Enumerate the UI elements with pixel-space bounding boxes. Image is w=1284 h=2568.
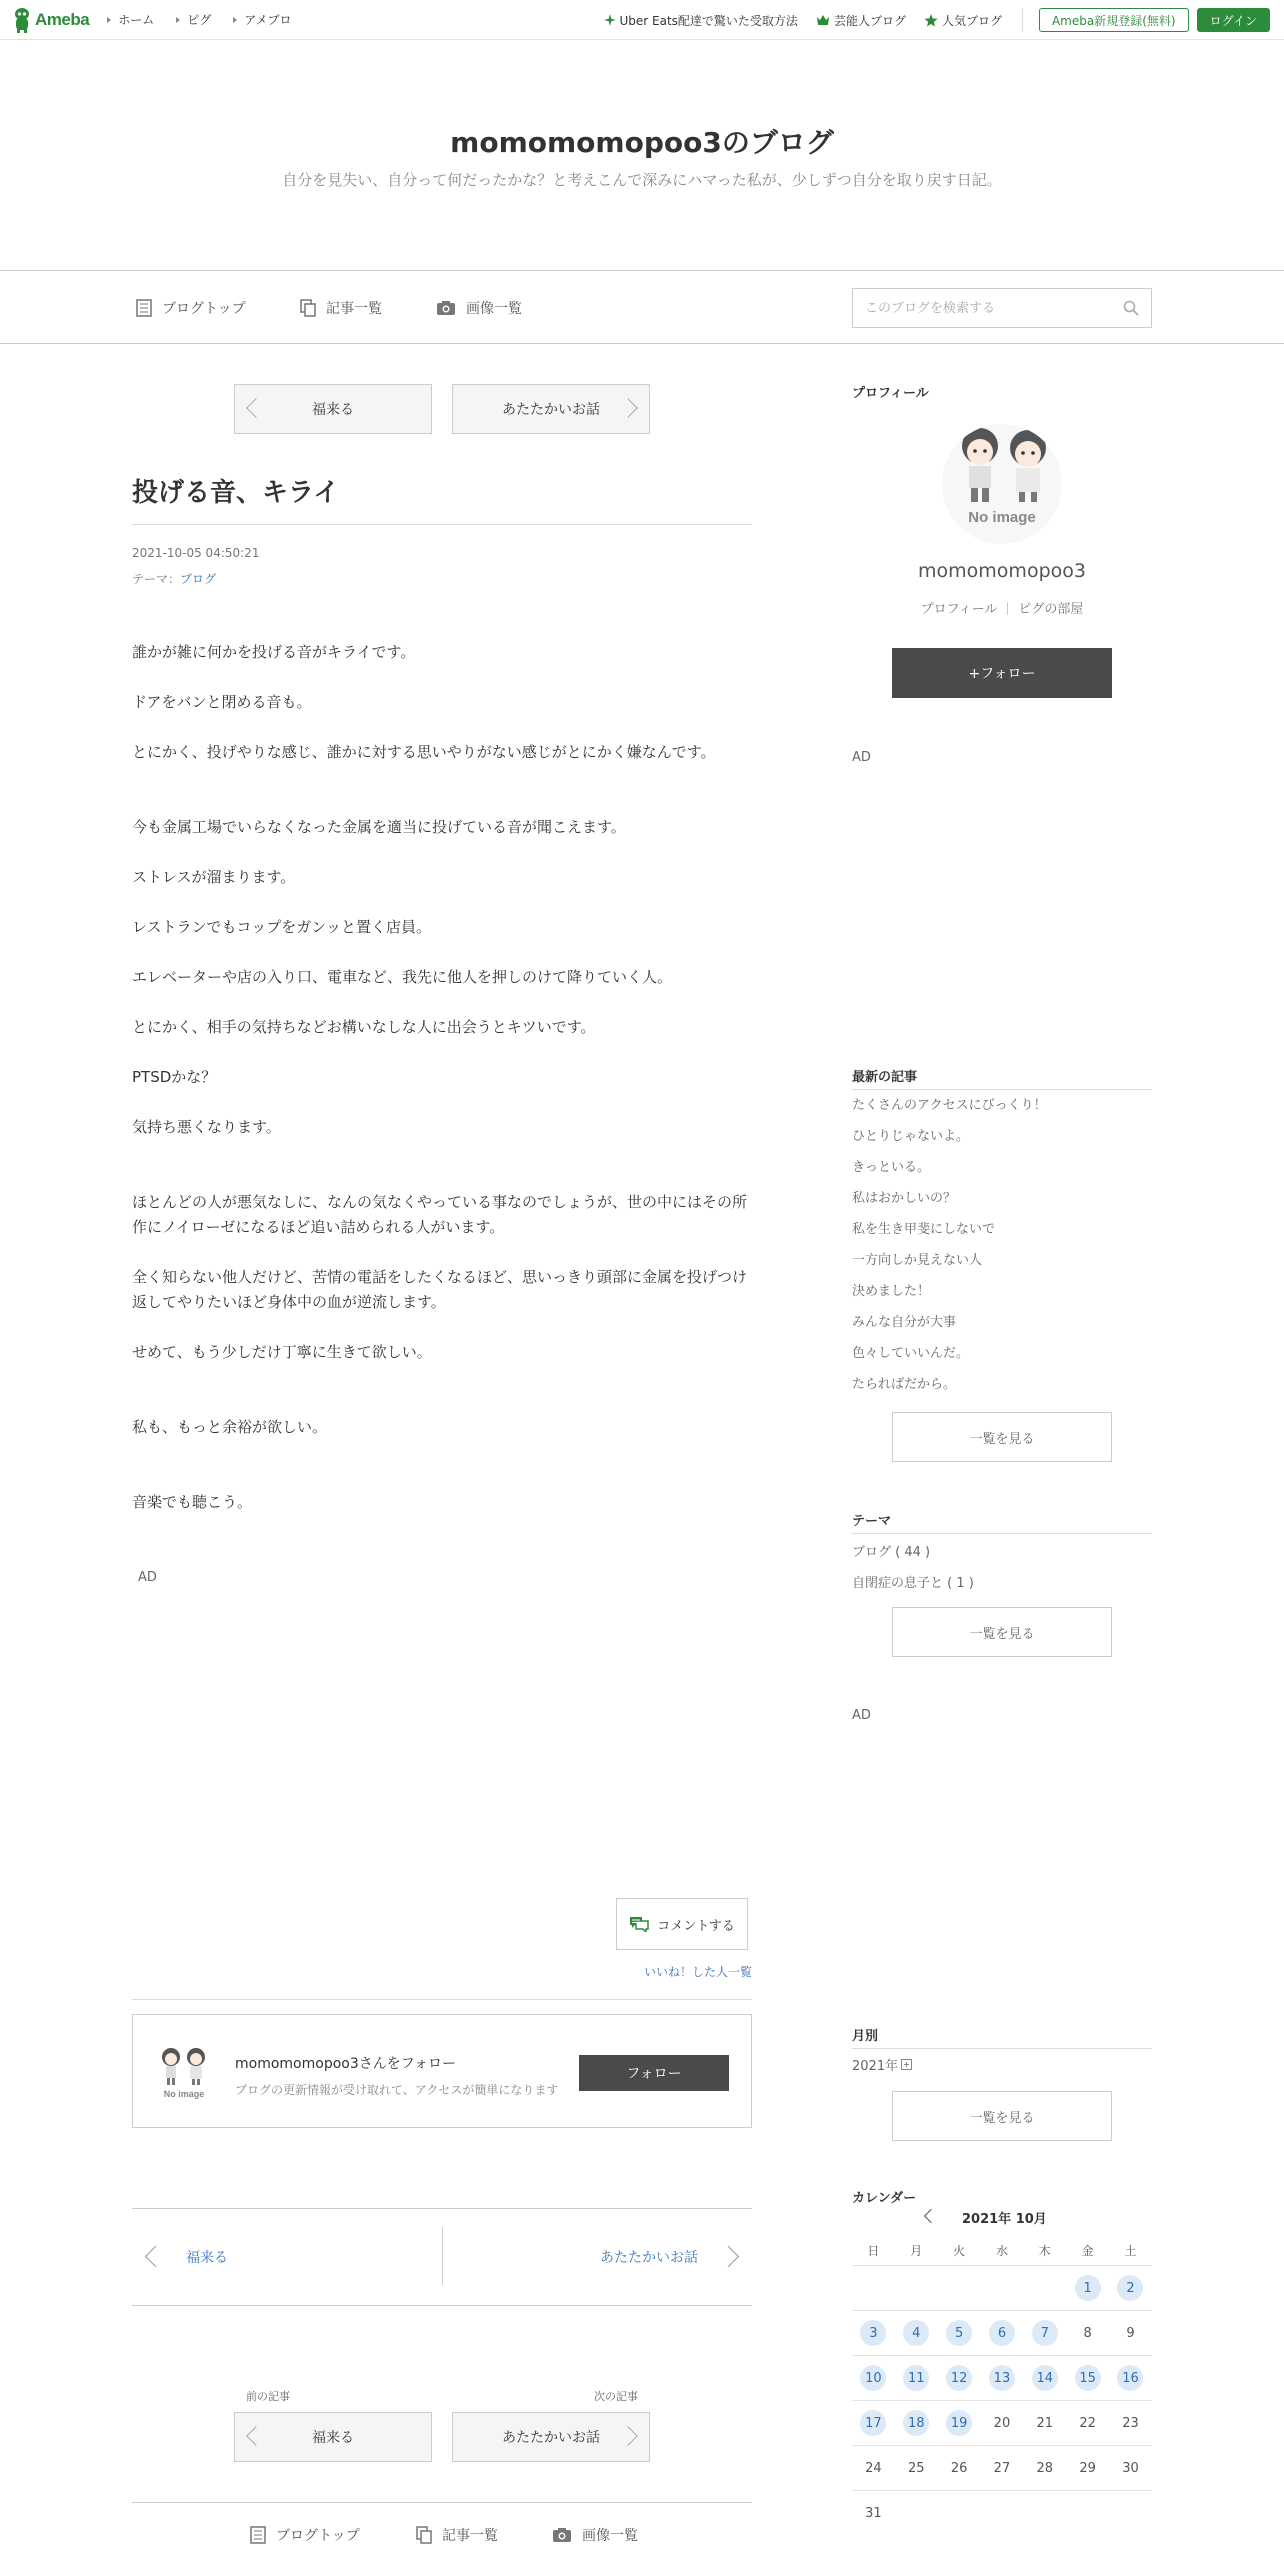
calendar-day-number: 21 — [1036, 2415, 1054, 2431]
calendar-day — [895, 2446, 938, 2490]
recent-heading: 最新の記事 — [852, 1070, 918, 1085]
calendar-day — [938, 2491, 981, 2536]
theme-link[interactable]: ブログ ( 44 ) — [852, 1545, 931, 1560]
prev-entry-title: 福来る — [312, 402, 354, 418]
calendar-day-number: 17 — [860, 2410, 886, 2436]
recent-entry-link[interactable]: 決めました！ — [852, 1284, 931, 1299]
calendar-day-number: 11 — [903, 2365, 929, 2391]
entry-list-link[interactable] — [300, 298, 382, 318]
prev-caption: 前の記事 — [246, 2390, 290, 2403]
image-list-link[interactable] — [436, 298, 522, 318]
weekday: 木 — [1038, 2244, 1051, 2258]
pigg-room-link[interactable]: ピグの部屋 — [1018, 602, 1084, 617]
sidebar-ad-label: AD — [852, 750, 871, 765]
calendar-day-number: 31 — [865, 2506, 882, 2521]
weekday: 火 — [953, 2244, 966, 2258]
calendar-day[interactable] — [895, 2311, 938, 2355]
weekday: 土 — [1124, 2244, 1137, 2258]
sidebar-ad-label-2: AD — [852, 1708, 871, 1723]
no-image-avatar-icon — [155, 2043, 213, 2101]
calendar-day-number: 7 — [1032, 2320, 1058, 2346]
chevron-right-icon — [618, 2426, 638, 2446]
calendar-week — [852, 2446, 1152, 2491]
popular-blog-link[interactable] — [924, 12, 1002, 29]
calendar-day[interactable] — [938, 2401, 981, 2445]
next-entry-title: あたたかいお話 — [502, 402, 600, 418]
calendar-day-number: 22 — [1079, 2415, 1096, 2431]
copy-icon — [300, 299, 316, 317]
follow-card — [132, 2014, 752, 2128]
search-icon[interactable] — [1123, 300, 1139, 316]
divider — [852, 1089, 1152, 1090]
calendar-day — [895, 2266, 938, 2310]
calendar-day — [1109, 2311, 1152, 2355]
recent-entry-link[interactable]: みんな自分が大事 — [852, 1315, 957, 1330]
footer-image-list-label: 画像一覧 — [582, 2528, 638, 2544]
login-button[interactable]: ログイン — [1197, 8, 1270, 32]
nav-pigg-label: ピグ — [187, 13, 212, 27]
divider — [852, 1533, 1152, 1534]
paragraph: せめて、もう少しだけ丁寧に生きて欲しい。 — [132, 1343, 432, 1361]
camera-icon — [436, 300, 456, 316]
chevron-left-icon — [246, 398, 266, 418]
blog-top-label: ブログトップ — [162, 301, 246, 317]
chevron-left-icon — [145, 2246, 166, 2267]
divider — [442, 2227, 443, 2285]
article-ad-label: AD — [138, 1570, 157, 1585]
camera-icon — [552, 2527, 572, 2543]
calendar-day-number: 15 — [1075, 2365, 1101, 2391]
calendar-day-number: 19 — [946, 2410, 972, 2436]
paragraph: 気持ち悪くなります。 — [132, 1118, 281, 1136]
article-theme — [132, 570, 216, 587]
calendar-day — [1066, 2446, 1109, 2490]
divider — [132, 1999, 752, 2000]
uber-eats-label: Uber Eats配達で驚いた受取方法 — [619, 13, 798, 28]
calendar-day — [981, 2446, 1024, 2490]
blog-search — [852, 288, 1152, 328]
calendar-day — [1066, 2491, 1109, 2536]
divider — [852, 2048, 1152, 2049]
calendar-day — [1066, 2311, 1109, 2355]
calendar-week — [852, 2491, 1152, 2536]
blog-nav — [0, 270, 1284, 344]
calendar-weeks — [852, 2266, 1152, 2536]
next-entry-button-bottom[interactable] — [452, 2412, 650, 2462]
comment-label: コメントする — [657, 1918, 735, 1934]
calendar-day — [981, 2401, 1024, 2445]
crown-icon — [816, 14, 830, 26]
calendar-day-number: 23 — [1122, 2415, 1139, 2431]
calendar-day-number: 28 — [1036, 2460, 1054, 2476]
month-item[interactable] — [852, 2055, 912, 2074]
comment-icon — [629, 1916, 649, 1932]
calendar-day-number: 8 — [1083, 2325, 1092, 2341]
calendar-day[interactable] — [1066, 2266, 1109, 2310]
calendar-day-number: 5 — [946, 2320, 972, 2346]
calendar-day — [1023, 2491, 1066, 2536]
ameba-logo-icon — [12, 6, 32, 34]
recent-more-button[interactable]: 一覧を見る — [892, 1412, 1112, 1462]
calendar-day[interactable] — [981, 2311, 1024, 2355]
follow-button[interactable]: フォロー — [579, 2055, 729, 2091]
paragraph: 誰かが雑に何かを投げる音がキライです。 — [132, 643, 416, 661]
title-divider — [132, 524, 752, 525]
recent-entry-link[interactable]: 色々していいんだ。 — [852, 1346, 970, 1361]
paragraph: 全く知らない他人だけど、苦情の電話をしたくなるほど、思いっきり頭部に金属を投げつけ返してやりたいほど身体中の血が逆流します。 — [132, 1268, 748, 1311]
calendar-day[interactable] — [981, 2356, 1024, 2400]
calendar-day-number: 16 — [1117, 2365, 1143, 2391]
blog-top-link[interactable] — [136, 298, 246, 318]
calendar-day-number: 9 — [1126, 2325, 1135, 2341]
image-list-label: 画像一覧 — [466, 301, 522, 317]
calendar-day-number: 1 — [1075, 2275, 1101, 2301]
calendar-day — [1109, 2401, 1152, 2445]
calendar-day-number: 30 — [1122, 2460, 1139, 2476]
copy-icon — [416, 2526, 432, 2544]
calendar-day-number: 25 — [907, 2460, 925, 2476]
profile-link[interactable]: プロフィール — [920, 602, 998, 617]
footer-entry-list-label: 記事一覧 — [442, 2528, 498, 2544]
paragraph: 私も、もっと余裕が欲しい。 — [132, 1418, 328, 1436]
chevron-left-icon — [246, 2426, 266, 2446]
register-button[interactable]: Ameba新規登録(無料) — [1039, 8, 1189, 32]
calendar-day-number: 18 — [903, 2410, 929, 2436]
calendar-day-number: 20 — [993, 2415, 1011, 2431]
calendar-day[interactable] — [852, 2311, 895, 2355]
paragraph: ドアをバンと閉める音も。 — [132, 693, 312, 711]
calendar-day-number: 13 — [989, 2365, 1015, 2391]
ameba-logo[interactable] — [12, 6, 89, 34]
no-image-text: No image — [968, 509, 1036, 526]
calendar-day — [895, 2491, 938, 2536]
calendar-day-number: 2 — [1117, 2275, 1143, 2301]
calendar-day — [1109, 2446, 1152, 2490]
popular-blog-label: 人気ブログ — [941, 13, 1002, 28]
calendar-day-number: 6 — [989, 2320, 1015, 2346]
article-date: 2021-10-05 04:50:21 — [132, 546, 260, 560]
recent-entry-link[interactable]: きっといる。 — [852, 1160, 931, 1175]
calendar-day[interactable] — [852, 2401, 895, 2445]
follow-card-title: momomomopoo3さんをフォロー — [235, 2056, 457, 2072]
monthly-more-button[interactable]: 一覧を見る — [892, 2091, 1112, 2141]
calendar-day — [1109, 2491, 1152, 2536]
weekday: 月 — [910, 2244, 923, 2258]
calendar-week — [852, 2311, 1152, 2356]
calendar-day — [1023, 2266, 1066, 2310]
footer-image-list-link[interactable] — [552, 2525, 638, 2545]
profile-name: momomomopoo3 — [918, 560, 1086, 582]
profile-avatar[interactable] — [942, 424, 1062, 544]
logo-text: Ameba — [35, 9, 90, 29]
paragraph: 今も金属工場でいらなくなった金属を適当に投げている音が聞こえます。 — [132, 818, 626, 836]
calendar-week — [852, 2356, 1152, 2401]
theme-label: テーマ： — [132, 572, 181, 586]
calendar-day[interactable] — [895, 2356, 938, 2400]
star-icon — [924, 14, 938, 27]
no-image-text: No image — [163, 2089, 205, 2099]
calendar-month: 2021年 10月 — [962, 2212, 1047, 2227]
expand-icon[interactable] — [901, 2059, 912, 2070]
calendar-day — [852, 2491, 895, 2536]
blog-header — [0, 41, 1284, 270]
calendar-day — [938, 2266, 981, 2310]
footer-nav — [132, 2502, 752, 2568]
paragraph: エレベーターや店の入り口、電車など、我先に他人を押しのけて降りていく人。 — [132, 968, 673, 986]
no-image-avatar-icon — [942, 424, 1062, 544]
recent-entry-link[interactable]: 私を生き甲斐にしないで — [852, 1222, 996, 1237]
nav-pigg[interactable] — [176, 11, 211, 28]
arrow-icon — [107, 17, 111, 23]
arrow-icon — [176, 17, 180, 23]
paragraph: とにかく、相手の気持ちなどお構いなしな人に出会うとキツいです。 — [132, 1018, 596, 1036]
next-entry-title: あたたかいお話 — [502, 2430, 600, 2446]
chevron-left-icon[interactable] — [924, 2209, 938, 2223]
calendar-day — [1023, 2446, 1066, 2490]
global-nav — [107, 11, 313, 28]
theme-link[interactable]: ブログ — [180, 572, 217, 586]
theme-heading: テーマ — [852, 1514, 892, 1529]
article-title: 投げる音、キライ — [132, 478, 340, 508]
calendar-day-number: 14 — [1032, 2365, 1058, 2391]
calendar-day — [981, 2491, 1024, 2536]
prev-next-nav — [132, 2208, 752, 2306]
calendar-day — [1066, 2401, 1109, 2445]
calendar-day[interactable] — [1109, 2356, 1152, 2400]
calendar-day — [981, 2266, 1024, 2310]
recent-entry-link[interactable]: たくさんのアクセスにびっくり！ — [852, 1098, 1047, 1113]
prev-entry-button-top[interactable] — [234, 384, 432, 434]
blog-search-input[interactable] — [853, 289, 1103, 327]
blog-title[interactable]: momomomopoo3のブログ — [450, 126, 834, 159]
entry-list-label: 記事一覧 — [326, 301, 382, 317]
footer-blog-top-label: ブログトップ — [276, 2528, 360, 2544]
paragraph: PTSDかな？ — [132, 1068, 217, 1086]
calendar-day-number: 24 — [865, 2460, 882, 2476]
weekday: 日 — [867, 2244, 880, 2258]
recent-entry-link[interactable]: 一方向しか見えない人 — [852, 1253, 983, 1268]
calendar-day — [852, 2446, 895, 2490]
profile-links — [852, 598, 1152, 617]
footer-blog-top-link[interactable] — [250, 2525, 360, 2545]
calendar-week — [852, 2401, 1152, 2446]
divider — [1022, 8, 1023, 32]
calendar-heading: カレンダー — [852, 2191, 917, 2206]
nav-ameblo[interactable] — [233, 11, 291, 28]
footer-entry-list-link[interactable] — [416, 2525, 498, 2545]
calendar-day-number: 12 — [946, 2365, 972, 2391]
calendar-day-number: 10 — [860, 2365, 886, 2391]
month-label: 2021年 — [852, 2059, 899, 2074]
theme-link[interactable]: 自閉症の息子と ( 1 ) — [852, 1576, 974, 1591]
calendar-day — [852, 2266, 895, 2310]
celebrity-blog-label: 芸能人ブログ — [833, 13, 906, 28]
paragraph: レストランでもコップをガンッと置く店員。 — [132, 918, 431, 936]
calendar-day-number: 29 — [1079, 2460, 1096, 2476]
uber-eats-link[interactable] — [604, 12, 798, 29]
theme-more-button[interactable]: 一覧を見る — [892, 1607, 1112, 1657]
calendar-day-number: 4 — [903, 2320, 929, 2346]
prev-entry-link[interactable]: 福来る — [186, 2250, 228, 2266]
calendar-day[interactable] — [1109, 2266, 1152, 2310]
calendar-day-number: 26 — [950, 2460, 968, 2476]
profile-heading: プロフィール — [852, 386, 929, 401]
calendar-grid — [852, 2236, 1152, 2536]
calendar-day — [938, 2446, 981, 2490]
recent-entry-link[interactable]: 私はおかしいの？ — [852, 1191, 957, 1206]
paragraph: とにかく、投げやりな感じ、誰かに対する思いやりがない感じがとにかく嫌なんです。 — [132, 743, 716, 761]
nav-ameblo-label: アメブロ — [244, 13, 292, 27]
recent-entry-link[interactable]: たらればだから。 — [852, 1377, 957, 1392]
next-entry-link[interactable]: あたたかいお話 — [600, 2250, 698, 2266]
paragraph: ストレスが溜まります。 — [132, 868, 296, 886]
recent-entries — [852, 1096, 1152, 1406]
monthly-heading: 月別 — [852, 2029, 879, 2044]
calendar-weekdays — [852, 2236, 1152, 2266]
blog-description: 自分を見失い、自分って何だったかな？と考えこんで深みにハマった私が、少しずつ自分を取り戻す日記。 — [282, 171, 1002, 189]
chevron-right-icon — [718, 2246, 739, 2267]
weekday: 水 — [995, 2244, 1008, 2258]
document-icon — [136, 299, 152, 317]
calendar-day-number: 27 — [993, 2460, 1011, 2476]
nav-home-label: ホーム — [118, 13, 155, 27]
calendar-week — [852, 2266, 1152, 2311]
prev-entry-button-bottom[interactable] — [234, 2412, 432, 2462]
arrow-icon — [233, 17, 237, 23]
celebrity-blog-link[interactable] — [816, 12, 906, 29]
recent-entry-link[interactable]: ひとりじゃないよ。 — [852, 1129, 970, 1144]
likes-list-link[interactable]: いいね！した人一覧 — [643, 1965, 752, 1979]
global-header — [0, 0, 1284, 40]
calendar-day-number: 3 — [860, 2320, 886, 2346]
header-right — [586, 0, 1271, 40]
profile-follow-button[interactable]: +フォロー — [892, 648, 1112, 698]
calendar-day[interactable] — [895, 2401, 938, 2445]
calendar-day[interactable] — [1023, 2356, 1066, 2400]
sparkle-icon — [604, 14, 616, 26]
calendar-day[interactable] — [1023, 2311, 1066, 2355]
calendar-day[interactable] — [938, 2311, 981, 2355]
paragraph: 音楽でも聴こう。 — [132, 1493, 253, 1511]
divider — [1007, 602, 1008, 615]
nav-home[interactable] — [107, 11, 154, 28]
prev-entry-title: 福来る — [312, 2430, 354, 2446]
calendar-day[interactable] — [938, 2356, 981, 2400]
follow-card-description: ブログの更新情報が受け取れて、アクセスが簡単になります — [235, 2083, 559, 2097]
chevron-right-icon — [618, 398, 638, 418]
weekday: 金 — [1081, 2244, 1094, 2258]
document-icon — [250, 2526, 266, 2544]
calendar-day[interactable] — [1066, 2356, 1109, 2400]
paragraph: ほとんどの人が悪気なしに、なんの気なくやっている事なのでしょうが、世の中にはその所作にノイローゼになるほど追い詰められる人がいます。 — [132, 1193, 748, 1236]
calendar-day — [1023, 2401, 1066, 2445]
next-caption: 次の記事 — [594, 2390, 638, 2403]
next-entry-button-top[interactable] — [452, 384, 650, 434]
comment-button[interactable] — [616, 1898, 748, 1950]
calendar-day[interactable] — [852, 2356, 895, 2400]
